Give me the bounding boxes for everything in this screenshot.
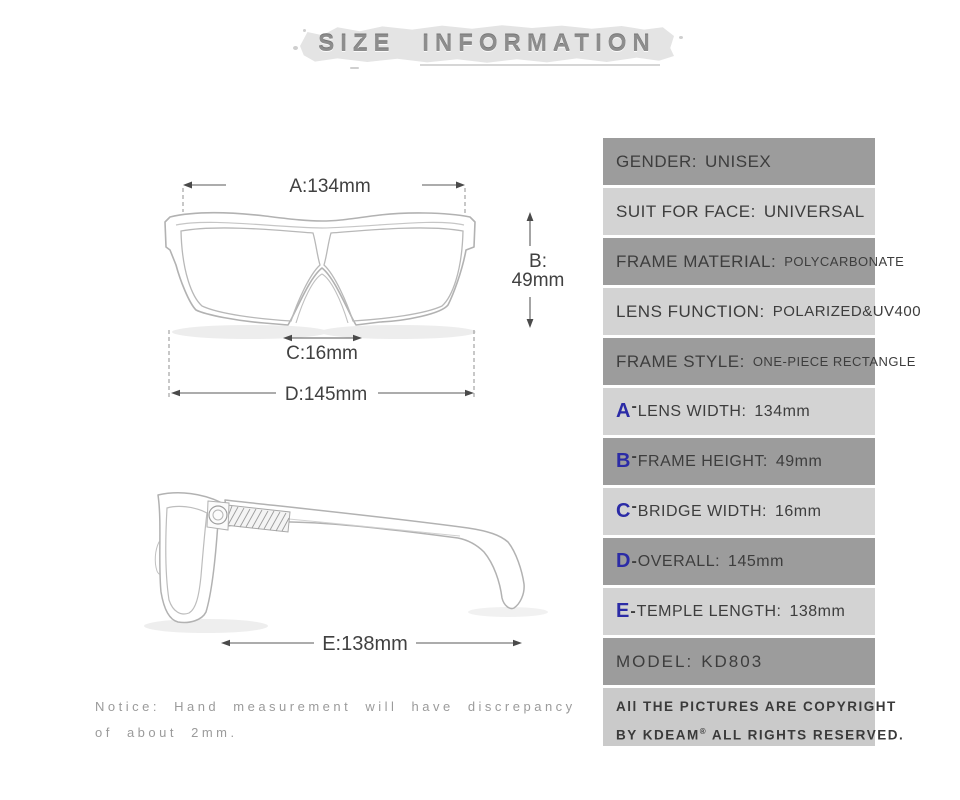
spec-value: UNISEX xyxy=(704,151,772,171)
shadow xyxy=(144,619,268,633)
notice-line-2: of about 2mm. xyxy=(95,725,238,740)
dim-letter-b: B xyxy=(616,450,631,472)
dimension-a xyxy=(183,176,465,214)
spec-value: 138mm xyxy=(789,602,846,620)
spec-label: MODEL: xyxy=(616,651,694,671)
spec-label: OVERALL: xyxy=(637,552,721,570)
dim-letter-a: A xyxy=(616,400,631,422)
notice-text xyxy=(95,694,576,746)
spec-value: ONE-PIECE RECTANGLE xyxy=(752,354,916,369)
dimension-c xyxy=(283,335,362,364)
spec-value: POLYCARBONATE xyxy=(784,254,905,269)
spec-value: KD803 xyxy=(701,651,764,671)
dimension-d xyxy=(169,330,474,405)
notice-line-1: Notice: Hand measurement will have discrepancy xyxy=(95,699,576,714)
spec-row-lens-width xyxy=(603,388,875,435)
spec-value: 134mm xyxy=(754,402,811,420)
dash: - xyxy=(631,552,637,570)
spec-label: FRAME STYLE: xyxy=(616,351,745,371)
dim-letter-c: C xyxy=(616,500,631,522)
dim-letter-d: D xyxy=(616,550,631,572)
spec-label: BRIDGE WIDTH: xyxy=(637,502,767,520)
dim-c-label: C:16mm xyxy=(286,343,358,364)
spec-row-frame-height xyxy=(603,438,875,485)
front-frame-outline xyxy=(165,213,475,325)
spec-value: 145mm xyxy=(728,552,784,570)
title-smudge xyxy=(420,64,660,66)
copyright-note xyxy=(603,688,905,746)
brand-name: BY KDEAM xyxy=(616,727,700,743)
dim-b-label: B: xyxy=(529,251,547,272)
dim-e-label: E:138mm xyxy=(322,633,408,655)
spec-row-suit-for-face xyxy=(603,188,875,235)
spec-value: 49mm xyxy=(775,452,823,470)
copyright-line-1: All THE PICTURES ARE COPYRIGHT xyxy=(616,699,897,714)
spec-value: POLARIZED&UV400 xyxy=(772,303,922,320)
spec-label: GENDER: xyxy=(616,151,697,171)
rights-text: ALL RIGHTS RESERVED. xyxy=(711,727,905,743)
spec-label: FRAME HEIGHT: xyxy=(637,452,768,470)
sunglasses-side-view-drawing xyxy=(128,452,558,667)
spec-label: LENS FUNCTION: xyxy=(616,301,765,321)
dash: - xyxy=(631,397,637,415)
speckle-dot xyxy=(350,67,359,69)
hinge-plate xyxy=(207,501,229,530)
spec-value: 16mm xyxy=(774,502,822,520)
spec-row-gender xyxy=(603,138,875,185)
shadow xyxy=(468,607,548,617)
spec-label: SUIT FOR FACE: xyxy=(616,201,756,221)
spec-label: FRAME MATERIAL: xyxy=(616,251,777,271)
dim-letter-e: E xyxy=(616,600,630,622)
spec-table xyxy=(603,138,922,746)
shadow xyxy=(172,325,328,339)
spec-row-lens-function xyxy=(603,288,922,335)
spec-row-temple-length xyxy=(603,588,875,635)
spec-row-model xyxy=(603,638,875,685)
dash: - xyxy=(630,602,636,620)
spec-row-frame-style xyxy=(603,338,916,385)
frame-front-side xyxy=(155,493,229,623)
spec-label: LENS WIDTH: xyxy=(637,402,747,420)
dimension-e xyxy=(221,633,522,655)
registered-mark: ® xyxy=(699,727,708,736)
shadow xyxy=(320,325,476,339)
dim-d-label: D:145mm xyxy=(284,384,368,405)
dim-a-label: A:134mm xyxy=(289,176,371,197)
dim-b-value: 49mm xyxy=(511,270,565,291)
spec-value: UNIVERSAL xyxy=(763,201,865,221)
copyright-line-2 xyxy=(616,719,905,748)
spec-label: TEMPLE LENGTH: xyxy=(636,602,782,620)
spec-row-overall xyxy=(603,538,875,585)
sunglasses-front-view-drawing xyxy=(150,162,580,412)
spec-row-bridge-width xyxy=(603,488,875,535)
dash: - xyxy=(631,497,637,515)
dimension-b xyxy=(512,212,565,328)
dash: - xyxy=(631,447,637,465)
spec-row-frame-material xyxy=(603,238,905,285)
page-title: SIZE INFORMATION xyxy=(318,30,656,57)
